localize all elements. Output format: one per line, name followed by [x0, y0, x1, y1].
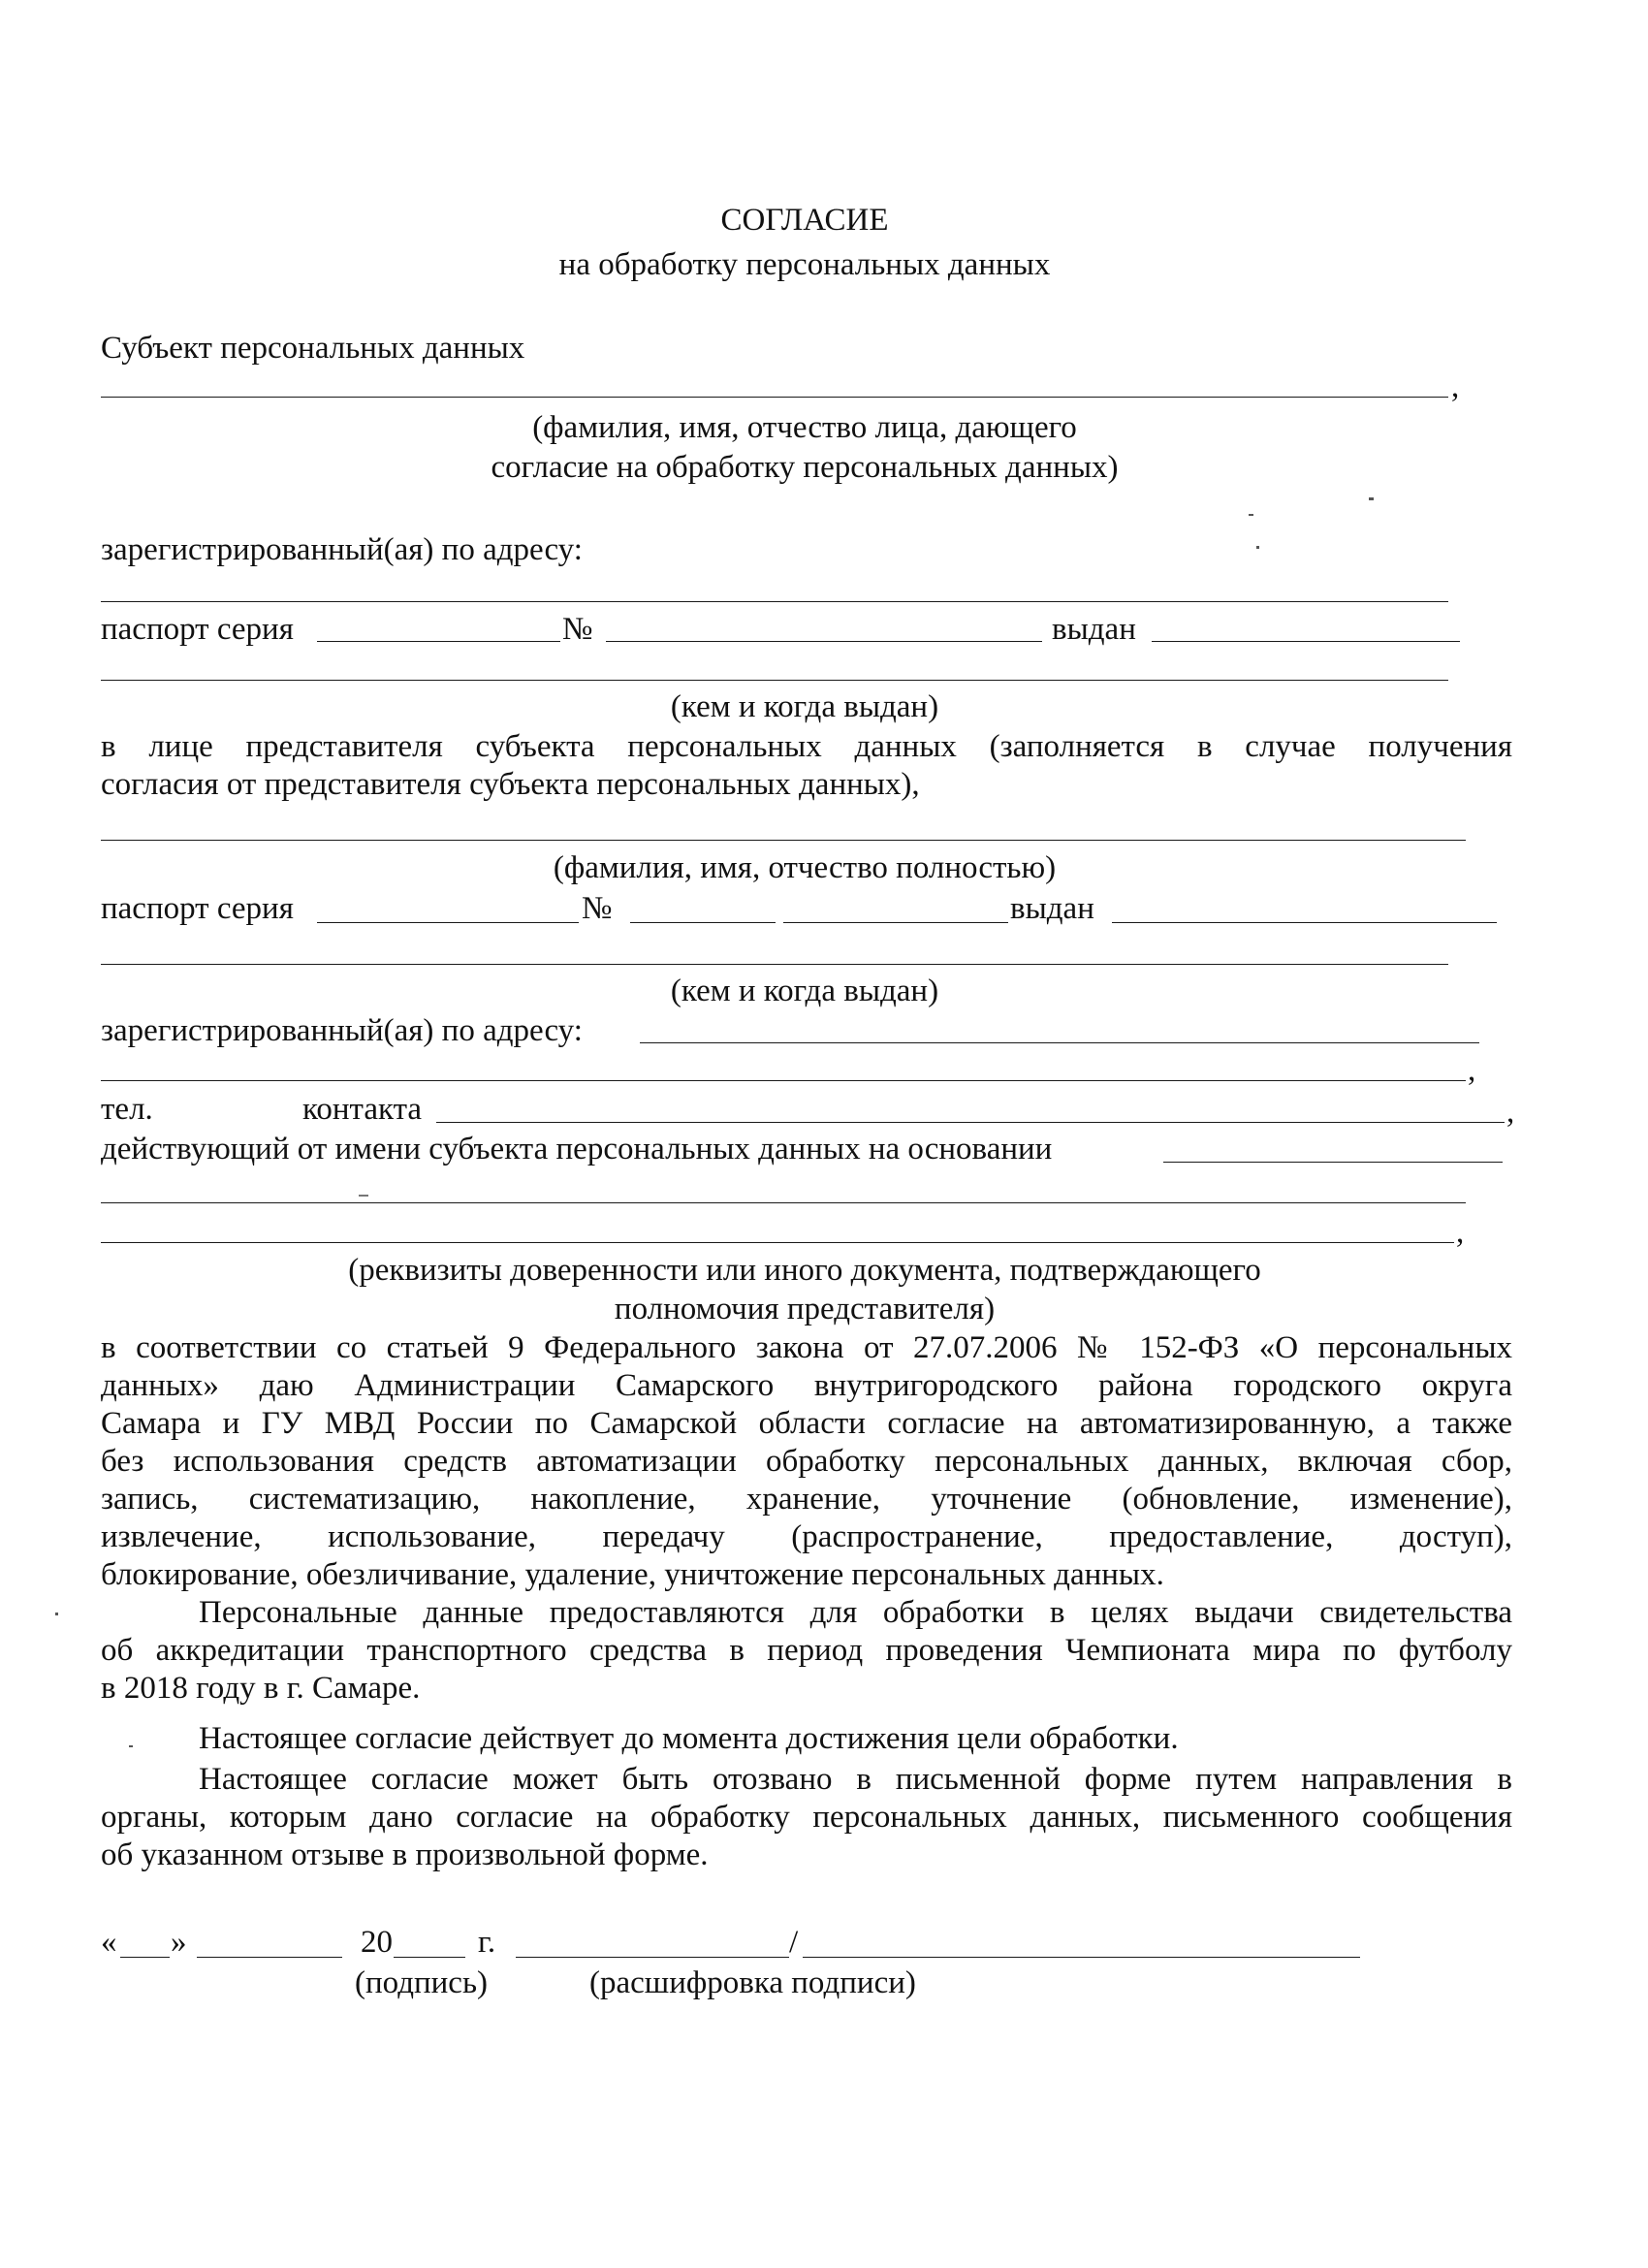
subject-number-sign: №	[562, 612, 593, 647]
consent-line: Самара и ГУ МВД России по Самарской области согласие на автоматизированную, а также	[101, 1406, 1512, 1441]
representative-line-1: в лице представителя субъекта персональных данных (заполняется в случае получения	[101, 729, 1512, 764]
purpose-line: в 2018 году в г. Самаре.	[101, 1671, 421, 1706]
revocation-line: Настоящее согласие может быть отозвано в письменной форме путем направления в	[199, 1762, 1512, 1797]
subject-passport-number-field[interactable]	[606, 641, 1042, 642]
signature-field[interactable]	[516, 1957, 789, 1958]
acting-basis-field-cont-1[interactable]	[101, 1202, 1466, 1203]
scan-speck	[55, 1613, 58, 1615]
revocation-line: органы, которым дано согласие на обработку персональных данных, письменного сообщения	[101, 1800, 1512, 1835]
subject-issued-label: выдан	[1052, 612, 1136, 647]
subject-passport-series-label: паспорт серия	[101, 612, 294, 647]
contact-label: контакта	[302, 1092, 423, 1127]
document-subtitle: на обработку персональных данных	[558, 247, 1051, 282]
consent-line: без использования средств автоматизации обработку персональных данных, включая сбор,	[101, 1444, 1512, 1479]
subject-label: Субъект персональных данных	[101, 331, 525, 366]
representative-issued-field[interactable]	[1112, 922, 1497, 923]
representative-number-sign: №	[582, 891, 613, 926]
comma: ,	[1456, 1215, 1465, 1250]
consent-line: извлечение, использование, передачу (распространение, предоставление, доступ),	[101, 1519, 1512, 1554]
acting-basis-label: действующий от имени субъекта персональных данных на основании	[101, 1132, 1053, 1166]
power-caption-line-2: полномочия представителя)	[614, 1292, 996, 1326]
acting-basis-field[interactable]	[1163, 1162, 1503, 1163]
consent-line: в соответствии со статьей 9 Федерального закона от 27.07.2006 № 152-ФЗ «О персональных	[101, 1330, 1512, 1365]
signature-caption: (подпись)	[355, 1965, 488, 2000]
subject-caption-line-2: согласие на обработку персональных данных)	[491, 450, 1119, 485]
subject-passport-series-field[interactable]	[317, 641, 560, 642]
contact-phone-field[interactable]	[436, 1122, 1505, 1123]
subject-issued-caption: (кем и когда выдан)	[670, 689, 939, 724]
year-prefix: 20	[361, 1925, 393, 1960]
consent-line: блокирование, обезличивание, удаление, уничтожение персональных данных.	[101, 1557, 1164, 1592]
subject-registered-label: зарегистрированный(ая) по адресу:	[101, 532, 583, 567]
subject-issued-field[interactable]	[1152, 641, 1460, 642]
signature-decoding-caption: (расшифровка подписи)	[589, 1965, 916, 2000]
representative-passport-series-field[interactable]	[317, 922, 579, 923]
representative-name-field[interactable]	[101, 840, 1466, 841]
purpose-line: об аккредитации транспортного средства в период проведения Чемпионата мира по футболу	[101, 1633, 1512, 1668]
consent-line: данных» даю Администрации Самарского внутригородского района городского округа	[101, 1368, 1512, 1403]
representative-issued-label: выдан	[1010, 891, 1094, 926]
signature-slash: /	[789, 1925, 799, 1960]
subject-caption-line-1: (фамилия, имя, отчество лица, дающего	[532, 410, 1077, 445]
phone-label: тел.	[101, 1092, 153, 1127]
scan-speck	[1256, 546, 1259, 549]
date-month-field[interactable]	[197, 1957, 342, 1958]
scan-speck	[1249, 514, 1253, 516]
representative-address-field[interactable]	[640, 1042, 1479, 1043]
representative-passport-number-field-2[interactable]	[783, 922, 1008, 923]
scan-speck	[129, 1745, 133, 1747]
scan-speck	[1369, 497, 1374, 500]
representative-passport-number-field[interactable]	[630, 922, 776, 923]
representative-registered-label: зарегистрированный(ая) по адресу:	[101, 1013, 583, 1048]
comma: ,	[1468, 1053, 1476, 1088]
representative-issued-caption: (кем и когда выдан)	[670, 974, 939, 1008]
signature-decoding-field[interactable]	[803, 1957, 1360, 1958]
representative-issued-field-cont[interactable]	[101, 964, 1448, 965]
representative-passport-series-label: паспорт серия	[101, 891, 294, 926]
consent-line: запись, систематизацию, накопление, хранение, уточнение (обновление, изменение),	[101, 1482, 1512, 1517]
representative-address-field-cont[interactable]	[101, 1080, 1466, 1081]
date-open-quote: «	[101, 1925, 117, 1960]
date-day-field[interactable]	[120, 1957, 170, 1958]
acting-basis-field-cont-2[interactable]	[101, 1242, 1454, 1243]
representative-name-caption: (фамилия, имя, отчество полностью)	[553, 850, 1057, 885]
subject-name-field[interactable]	[101, 397, 1448, 398]
year-suffix: г.	[478, 1925, 496, 1960]
validity-paragraph: Настоящее согласие действует до момента достижения цели обработки.	[199, 1721, 1179, 1756]
comma: ,	[1506, 1095, 1515, 1130]
scan-speck	[359, 1195, 368, 1197]
comma: ,	[1451, 369, 1460, 404]
date-year-field[interactable]	[394, 1957, 465, 1958]
representative-line-2: согласия от представителя субъекта персональных данных),	[101, 767, 920, 802]
date-close-quote: »	[171, 1925, 187, 1960]
purpose-line: Персональные данные предоставляются для обработки в целях выдачи свидетельства	[199, 1595, 1512, 1630]
revocation-line: об указанном отзыве в произвольной форме.	[101, 1837, 709, 1872]
subject-issued-field-cont[interactable]	[101, 680, 1448, 681]
power-caption-line-1: (реквизиты доверенности или иного документа, подтверждающего	[348, 1253, 1261, 1288]
document-title: СОГЛАСИЕ	[720, 203, 889, 238]
subject-address-field[interactable]	[101, 601, 1448, 602]
